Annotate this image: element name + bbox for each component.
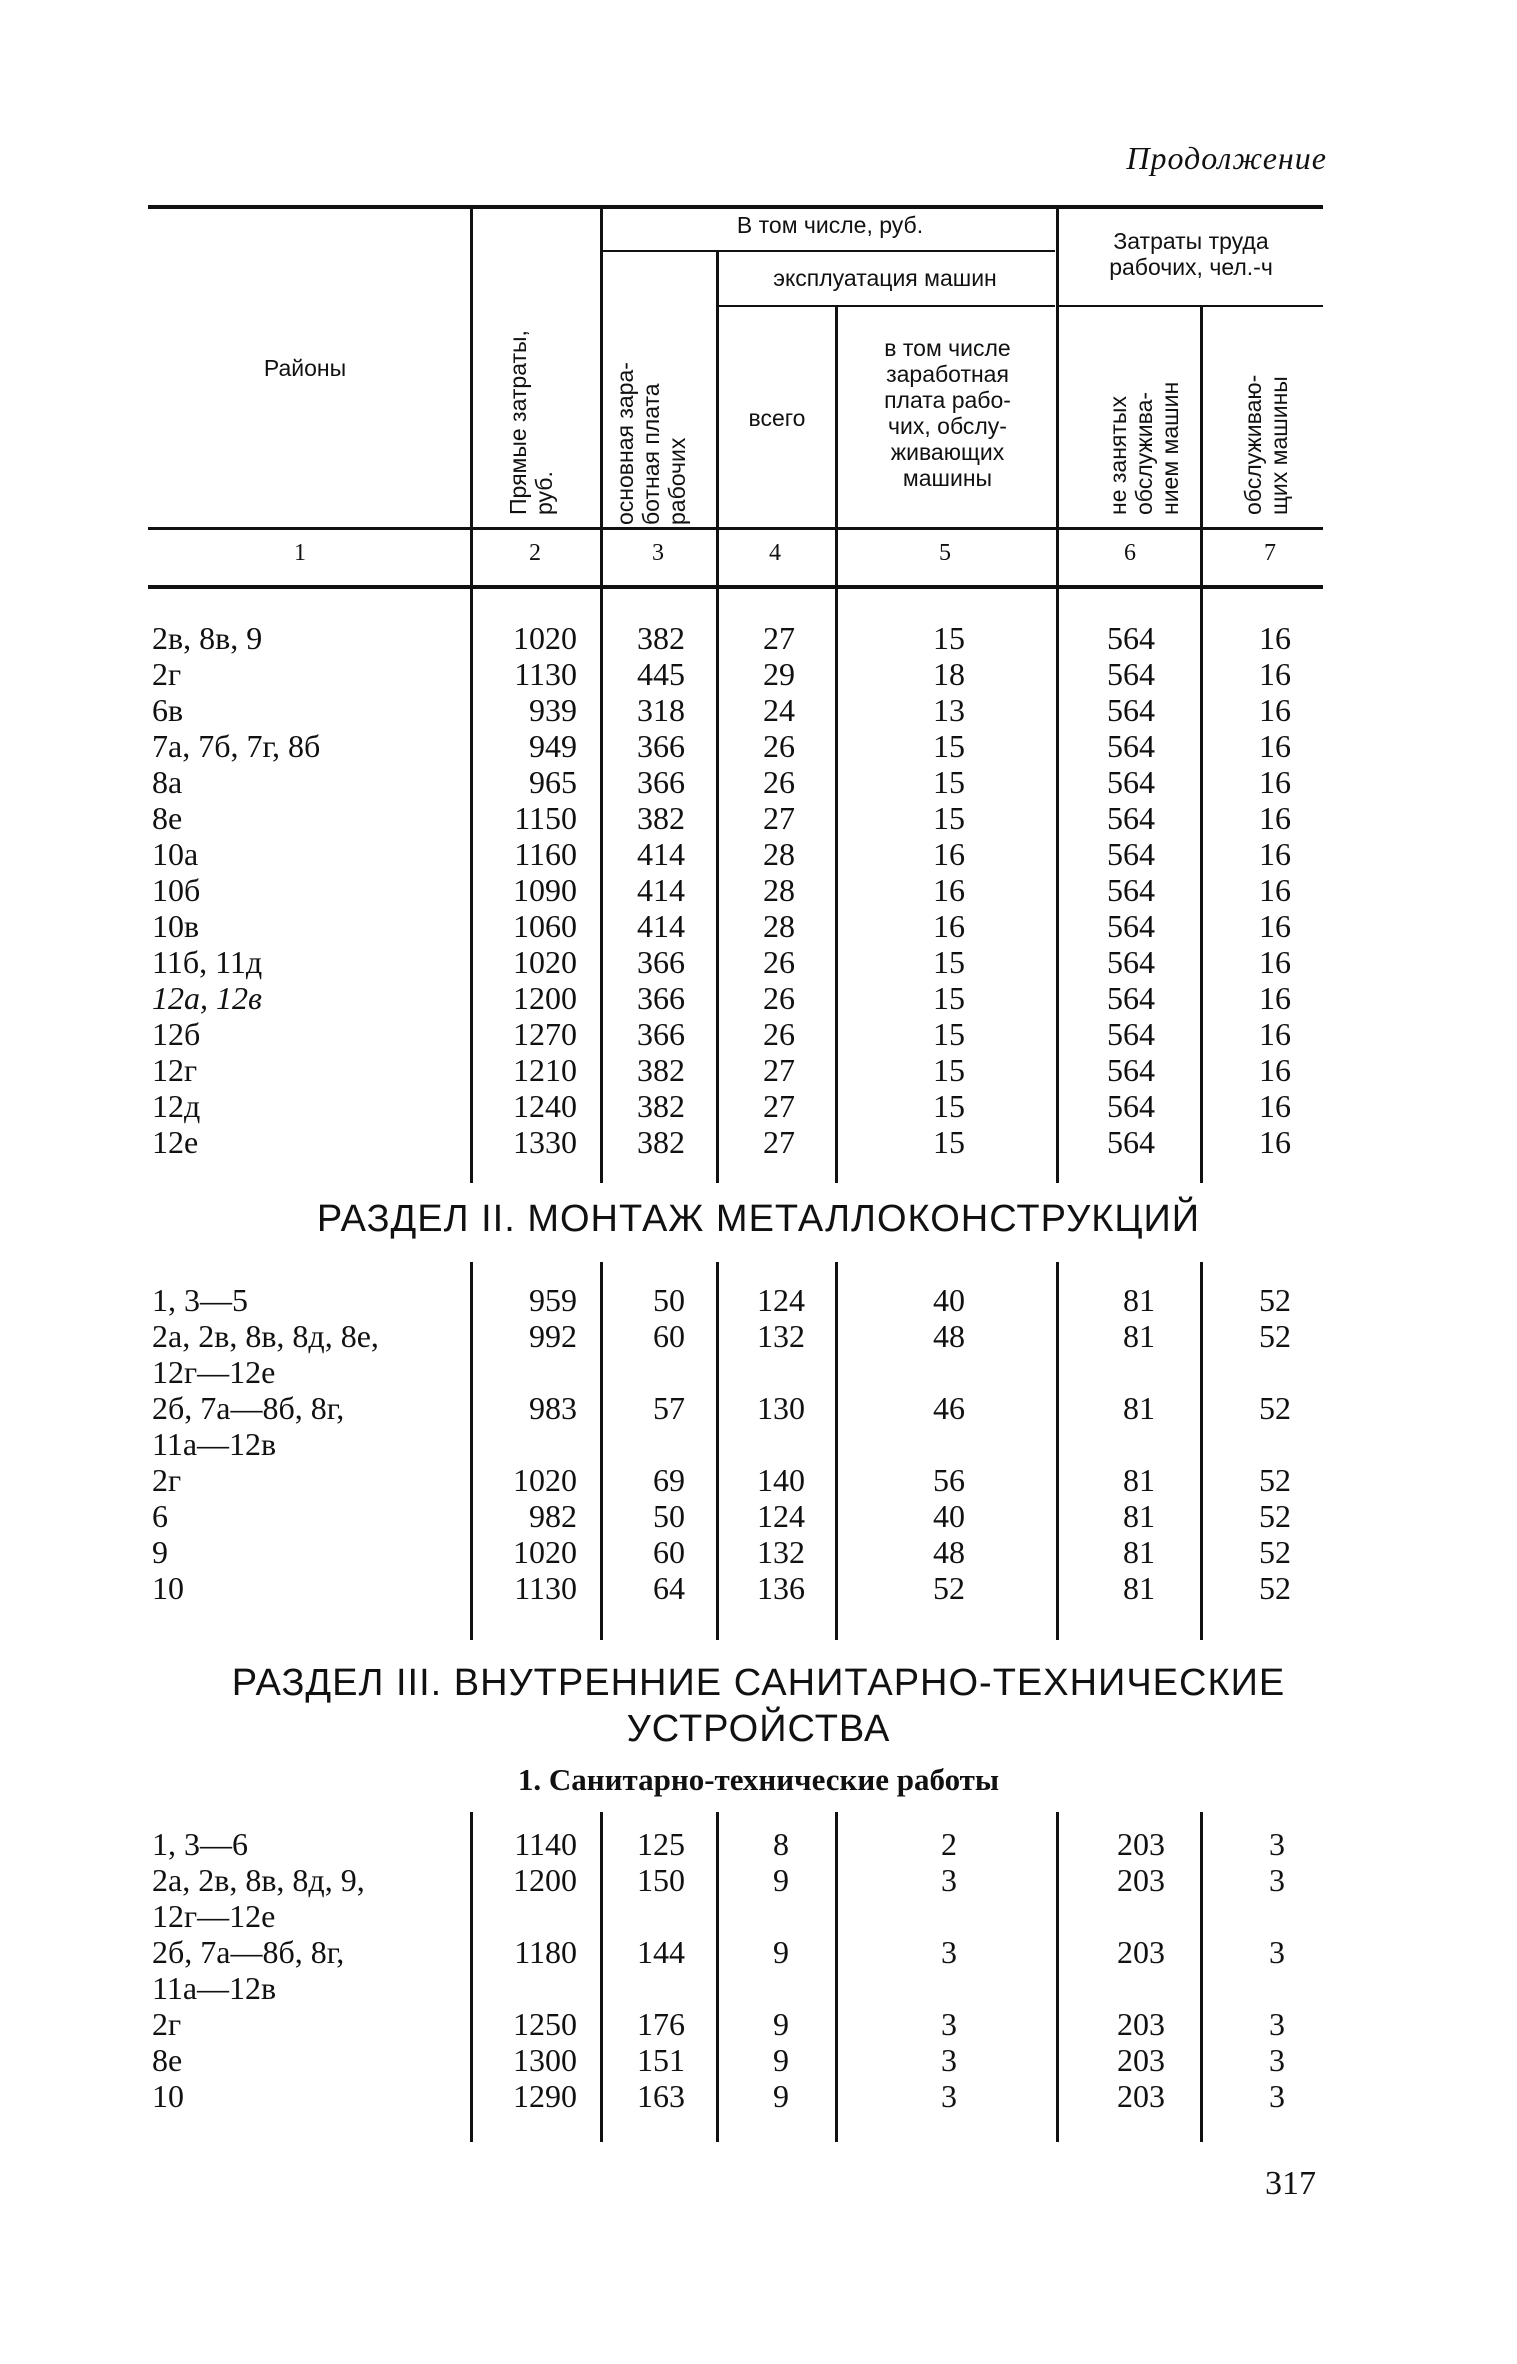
page-number: 317 (1265, 2165, 1316, 2202)
header-not-serving: не занятых обслужива- нием машин (1105, 381, 1183, 515)
header-bottom-rule (148, 585, 1323, 589)
table-row: 8е 1150 382 27 15 564 16 (152, 800, 1291, 836)
table-row: 12е 1330 382 27 15 564 16 (152, 1124, 1291, 1160)
header-machine-operation: эксплуатация машин (773, 265, 997, 291)
section2-title: РАЗДЕЛ II. МОНТАЖ МЕТАЛЛОКОНСТРУКЦИЙ (316, 1198, 1201, 1240)
table-row: 10 1290 163 9 3 203 3 (152, 2078, 1285, 2114)
table-row: 10в 1060 414 28 16 564 16 (152, 908, 1291, 944)
table-row: 2г 1250 176 9 3 203 3 (152, 2006, 1285, 2042)
table-row: 2а, 2в, 8в, 8д, 8е, 992 60 132 48 81 52 (152, 1318, 1291, 1354)
table-row: 11б, 11д 1020 366 26 15 564 16 (152, 944, 1291, 980)
section3-title-line2: УСТРОЙСТВА (626, 1708, 891, 1750)
table-row: 12а, 12в 1200 366 26 15 564 16 (152, 980, 1291, 1016)
table-row: 12г 1210 382 27 15 564 16 (152, 1052, 1291, 1088)
table-row: 7а, 7б, 7г, 8б 949 366 26 15 564 16 (152, 728, 1291, 764)
section3-subtitle: 1. Санитарно-технические работы (517, 1762, 1000, 1797)
header-mid-rule (148, 527, 1323, 530)
header-serving: обслуживаю- щих машины (1240, 374, 1292, 515)
rule-under-incl (603, 250, 1055, 252)
col-num-2: 2 (529, 540, 541, 566)
table-row: 10 1130 64 136 52 81 52 (152, 1570, 1291, 1606)
table-row-continuation: 12г—12е (152, 1898, 276, 1934)
table-row: 9 1020 60 132 48 81 52 (152, 1534, 1291, 1570)
table-row: 8е 1300 151 9 3 203 3 (152, 2042, 1285, 2078)
table-row: 2в, 8в, 9 1020 382 27 15 564 16 (152, 620, 1291, 656)
header-incl-rub: В том числе, руб. (736, 212, 924, 238)
rule-under-labor (1058, 305, 1323, 307)
col-num-7: 7 (1264, 540, 1276, 566)
table-row: 2а, 2в, 8в, 8д, 9, 1200 150 9 3 203 3 (152, 1862, 1285, 1898)
table-row: 6 982 50 124 40 81 52 (152, 1498, 1291, 1534)
table-row: 1, 3—6 1140 125 8 2 203 3 (152, 1826, 1285, 1862)
table-row: 2б, 7а—8б, 8г, 1180 144 9 3 203 3 (152, 1934, 1285, 1970)
table-row: 2б, 7а—8б, 8г, 983 57 130 46 81 52 (152, 1390, 1291, 1426)
header-total: всего (748, 405, 806, 431)
table-row-continuation: 11а—12в (152, 1970, 277, 2006)
rule-under-machines (718, 305, 1055, 307)
table-row: 10а 1160 414 28 16 564 16 (152, 836, 1291, 872)
table-row: 2г 1130 445 29 18 564 16 (152, 656, 1291, 692)
header-direct-costs: Прямые затраты, руб. (505, 330, 557, 515)
table-row: 2г 1020 69 140 56 81 52 (152, 1462, 1291, 1498)
header-incl-wage: в том числе заработная плата рабо- чих, обслу- живающих машины (884, 335, 1011, 491)
col-num-6: 6 (1124, 540, 1136, 566)
col-num-4: 4 (769, 540, 781, 566)
table-row-continuation: 12г—12е (152, 1354, 276, 1390)
header-labor-costs: Затраты труда рабочих, чел.-ч (1109, 228, 1273, 280)
table-row: 8а 965 366 26 15 564 16 (152, 764, 1291, 800)
header-top-rule (148, 205, 1323, 209)
table-row-continuation: 11а—12в (152, 1426, 277, 1462)
col-num-3: 3 (652, 540, 664, 566)
col-num-1: 1 (294, 540, 306, 566)
col-num-5: 5 (939, 540, 951, 566)
table-row: 6в 939 318 24 13 564 16 (152, 692, 1291, 728)
header-districts: Районы (263, 355, 347, 381)
table-row: 12б 1270 366 26 15 564 16 (152, 1016, 1291, 1052)
table-row: 12д 1240 382 27 15 564 16 (152, 1088, 1291, 1124)
header-base-wage: основная зара- ботная плата рабочих (612, 362, 690, 525)
table-row: 1, 3—5 959 50 124 40 81 52 (152, 1282, 1291, 1318)
table-row: 10б 1090 414 28 16 564 16 (152, 872, 1291, 908)
continuation-label: Продолжение (1126, 140, 1327, 176)
section3-title-line1: РАЗДЕЛ III. ВНУТРЕННИЕ САНИТАРНО-ТЕХНИЧЕСКИЕ (231, 1662, 1286, 1704)
